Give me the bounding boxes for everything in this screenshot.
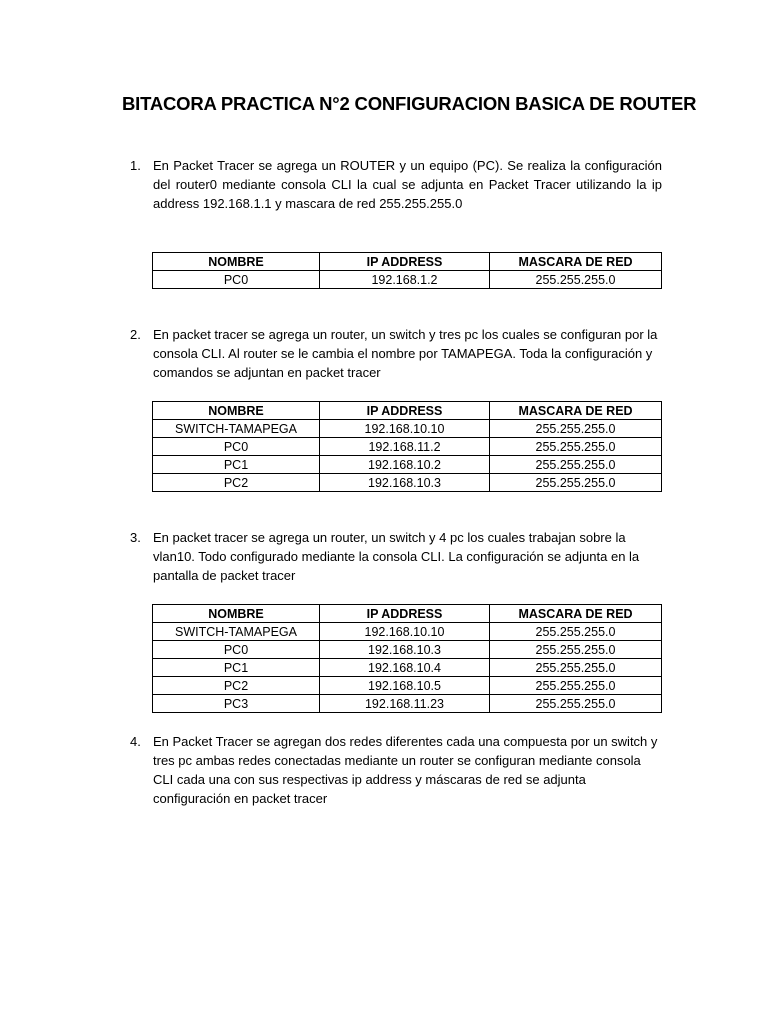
cell-nombre: PC2 (153, 474, 320, 492)
section-2 (130, 325, 662, 382)
cell-mask: 255.255.255.0 (490, 623, 662, 641)
section-text: En packet tracer se agrega un router, un switch y 4 pc los cuales trabajan sobre la vlan10. Todo configurado mediante la consola CLI. La configuración se adjunta en la pantalla de packet tracer (153, 530, 640, 583)
cell-ip: 192.168.10.5 (320, 677, 490, 695)
header-ip-address: IP ADDRESS (320, 605, 490, 623)
table-row (153, 420, 662, 438)
table-row (153, 659, 662, 677)
section-4 (130, 732, 662, 808)
section-1 (130, 156, 662, 213)
cell-ip: 192.168.10.2 (320, 456, 490, 474)
table-row (153, 438, 662, 456)
header-mascara-de-red: MASCARA DE RED (490, 605, 662, 623)
cell-mask: 255.255.255.0 (490, 271, 662, 289)
cell-nombre: SWITCH-TAMAPEGA (153, 420, 320, 438)
table-row (153, 677, 662, 695)
header-nombre: NOMBRE (153, 253, 320, 271)
cell-mask: 255.255.255.0 (490, 456, 662, 474)
table-header-row (153, 402, 662, 420)
table-header-row (153, 605, 662, 623)
section-3 (130, 528, 662, 585)
cell-nombre: PC1 (153, 456, 320, 474)
cell-ip: 192.168.10.10 (320, 623, 490, 641)
cell-nombre: PC3 (153, 695, 320, 713)
table-row (153, 623, 662, 641)
table-section-3 (152, 604, 662, 713)
cell-nombre: SWITCH-TAMAPEGA (153, 623, 320, 641)
section-number: 4. (130, 734, 141, 749)
table-row (153, 641, 662, 659)
header-nombre: NOMBRE (153, 402, 320, 420)
section-number: 2. (130, 327, 141, 342)
cell-ip: 192.168.11.2 (320, 438, 490, 456)
cell-mask: 255.255.255.0 (490, 438, 662, 456)
table-row (153, 695, 662, 713)
cell-mask: 255.255.255.0 (490, 695, 662, 713)
section-text: En Packet Tracer se agrega un ROUTER y un equipo (PC). Se realiza la configuración del router0 mediante consola CLI la cual se adjunta en Packet Tracer utilizando la ip address 192.168.1.1 y mascara de red 255.255.255.0 (153, 158, 662, 211)
document-title: BITACORA PRACTICA N°2 CONFIGURACION BASICA DE ROUTER (122, 93, 697, 114)
header-nombre: NOMBRE (153, 605, 320, 623)
cell-ip: 192.168.11.23 (320, 695, 490, 713)
cell-ip: 192.168.10.10 (320, 420, 490, 438)
table-section-2 (152, 401, 662, 492)
header-ip-address: IP ADDRESS (320, 402, 490, 420)
cell-ip: 192.168.10.4 (320, 659, 490, 677)
cell-mask: 255.255.255.0 (490, 677, 662, 695)
cell-nombre: PC2 (153, 677, 320, 695)
cell-mask: 255.255.255.0 (490, 474, 662, 492)
section-number: 1. (130, 158, 141, 173)
cell-mask: 255.255.255.0 (490, 641, 662, 659)
section-text: En packet tracer se agrega un router, un switch y tres pc los cuales se configuran por la consola CLI. Al router se le cambia el nombre por TAMAPEGA. Toda la configuración y comandos se adjuntan en packet tracer (153, 327, 658, 380)
table-row (153, 456, 662, 474)
header-mascara-de-red: MASCARA DE RED (490, 402, 662, 420)
cell-mask: 255.255.255.0 (490, 659, 662, 677)
cell-nombre: PC0 (153, 438, 320, 456)
table-header-row (153, 253, 662, 271)
header-ip-address: IP ADDRESS (320, 253, 490, 271)
cell-nombre: PC1 (153, 659, 320, 677)
cell-mask: 255.255.255.0 (490, 420, 662, 438)
section-text: En Packet Tracer se agregan dos redes diferentes cada una compuesta por un switch y tres pc ambas redes conectadas mediante un router se configuran mediante consola CLI cada una con sus respectivas ip address y máscaras de red se adjunta configuración en packet tracer (153, 734, 658, 806)
cell-ip: 192.168.1.2 (320, 271, 490, 289)
section-number: 3. (130, 530, 141, 545)
cell-ip: 192.168.10.3 (320, 641, 490, 659)
cell-ip: 192.168.10.3 (320, 474, 490, 492)
table-row (153, 474, 662, 492)
cell-nombre: PC0 (153, 271, 320, 289)
table-row (153, 271, 662, 289)
table-section-1 (152, 252, 662, 289)
header-mascara-de-red: MASCARA DE RED (490, 253, 662, 271)
cell-nombre: PC0 (153, 641, 320, 659)
